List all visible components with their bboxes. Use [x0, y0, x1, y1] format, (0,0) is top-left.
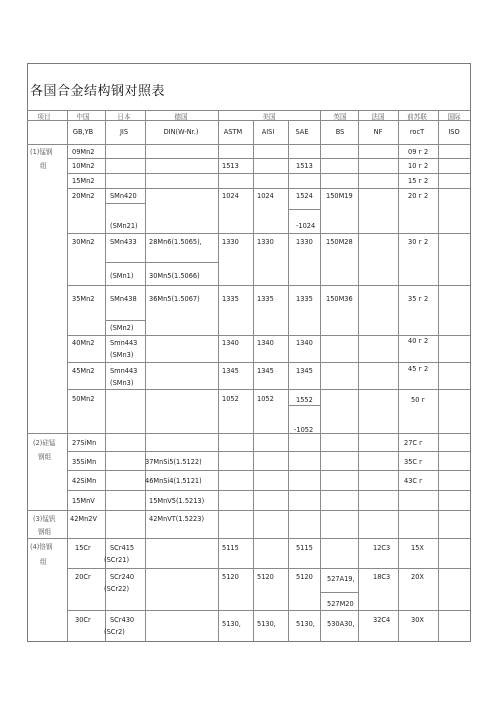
- table-cell: (SMn21): [110, 222, 138, 230]
- rule: [320, 110, 321, 642]
- table-cell: 27SiMn: [72, 439, 97, 447]
- table-cell: SMn420: [110, 192, 137, 200]
- group-mnv-label: (3)锰钒: [33, 515, 56, 523]
- rule: [145, 110, 146, 642]
- rule: [67, 285, 471, 286]
- table-cell: 42Mn2V: [70, 515, 97, 523]
- rule: [67, 362, 471, 363]
- table-cell: (SCr22): [104, 585, 130, 593]
- rule: [27, 433, 471, 434]
- rule: [67, 110, 68, 642]
- table-cell: 150M36: [326, 295, 353, 303]
- table-cell: (SMn3): [110, 351, 134, 359]
- table-cell: 30X: [411, 616, 424, 624]
- table-cell: Smn443: [110, 339, 138, 347]
- header-uk: 英国: [333, 113, 347, 121]
- rule: [67, 188, 471, 189]
- rule: [27, 110, 471, 111]
- table-cell: 5115: [222, 544, 239, 552]
- table-cell: 12C3: [373, 544, 391, 552]
- table-cell: 5120: [222, 573, 239, 581]
- table-cell: 1052: [257, 395, 274, 403]
- table-cell: -1052: [294, 426, 314, 434]
- rule: [27, 120, 471, 121]
- page-title: 各国合金结构钢对照表: [30, 84, 166, 99]
- table-cell: 37MnSi5(1.5122): [145, 458, 202, 466]
- table-cell: 1524: [296, 192, 313, 200]
- table-cell: 1330: [296, 238, 313, 246]
- table-cell: 36Mn5(1.5067): [149, 295, 200, 303]
- table-cell: 46MnSi4(1.5121): [145, 477, 202, 485]
- rule: [320, 592, 358, 593]
- rule: [67, 335, 471, 336]
- rule: [67, 173, 471, 174]
- table-cell: 1330: [257, 238, 274, 246]
- rule: [67, 233, 471, 234]
- rule: [358, 110, 359, 642]
- table-cell: 1335: [257, 295, 274, 303]
- header-jis: JIS: [119, 128, 129, 136]
- rule: [67, 568, 471, 569]
- rule: [67, 389, 471, 390]
- table-cell: 150M28: [326, 238, 353, 246]
- table-cell: 42MnVT(1.5223): [149, 515, 205, 523]
- table-cell: 30Mn2: [72, 238, 95, 246]
- table-cell: 5120: [296, 573, 313, 581]
- rule: [253, 120, 254, 642]
- table-cell: 20 г 2: [408, 192, 429, 200]
- table-cell: 1340: [257, 339, 274, 347]
- table-cell: 30Cr: [75, 616, 91, 624]
- rule: [67, 470, 471, 471]
- rule: [67, 490, 471, 491]
- table-cell: 5130,: [296, 620, 315, 628]
- table-cell: 15X: [411, 544, 424, 552]
- table-cell: 09Mn2: [72, 148, 95, 156]
- group-mn-label: (1)锰钢: [30, 148, 53, 156]
- table-cell: 09 г 2: [408, 148, 429, 156]
- table-cell: 45Mn2: [72, 367, 95, 375]
- table-cell: 10Mn2: [72, 162, 95, 170]
- header-nf: NF: [373, 128, 383, 136]
- header-china: 中国: [76, 113, 90, 121]
- table-cell: 1345: [296, 367, 313, 375]
- table-cell: 1513: [222, 162, 239, 170]
- header-aisi: AISI: [261, 128, 275, 136]
- table-cell: 15Mn2: [72, 177, 95, 185]
- header-din: DIN(W-Nr.): [163, 128, 199, 136]
- table-cell: 1552: [296, 396, 313, 404]
- table-cell: 15Cr: [75, 544, 91, 552]
- table-cell: 527A19,: [327, 575, 355, 583]
- table-cell: 1024: [257, 192, 274, 200]
- rule: [27, 538, 471, 539]
- table-cell: Smn443: [110, 367, 138, 375]
- table-cell: 35SiMn: [72, 458, 97, 466]
- table-cell: 530A30,: [327, 620, 355, 628]
- table-cell: 20X: [411, 573, 424, 581]
- table-cell: 15MnV5(1.5213): [149, 497, 205, 505]
- table-cell: 150M19: [326, 192, 353, 200]
- rule: [67, 610, 471, 611]
- table-cell: 1024: [222, 192, 239, 200]
- table-cell: 5130,: [222, 620, 241, 628]
- table-cell: 27C г: [404, 439, 423, 447]
- rule: [105, 203, 145, 204]
- rule: [105, 262, 218, 263]
- table-cell: 1340: [296, 339, 313, 347]
- rule: [67, 158, 471, 159]
- table-cell: 1345: [257, 367, 274, 375]
- group-simn-label: (2)硅锰: [33, 439, 56, 447]
- header-roct: rocT: [409, 128, 425, 136]
- group-simn-label: 钢组: [38, 453, 52, 461]
- rule: [218, 110, 219, 642]
- header-france: 法国: [371, 113, 385, 121]
- table-cell: 20Cr: [75, 573, 91, 581]
- header-ussr: 前苏联: [407, 113, 427, 121]
- table-cell: (SMn3): [110, 379, 134, 387]
- table-cell: 1340: [222, 339, 239, 347]
- table-cell: 1345: [222, 367, 239, 375]
- header-item: 项目: [37, 113, 51, 121]
- table-cell: 43C г: [404, 477, 423, 485]
- rule: [288, 405, 320, 406]
- table-cell: (SCr2): [104, 628, 125, 636]
- table-cell: 40Mn2: [72, 339, 95, 347]
- table-cell: 28Mn6(1.5065),: [149, 238, 202, 246]
- table-cell: 30Mn5(1.5066): [149, 272, 200, 280]
- rule: [27, 144, 471, 145]
- table-cell: 45 г 2: [408, 365, 429, 373]
- table-cell: 5120: [257, 573, 274, 581]
- table-cell: 35C г: [404, 458, 423, 466]
- table-cell: SMn438: [110, 295, 137, 303]
- rule: [105, 320, 145, 321]
- header-gb: GB,YB: [72, 128, 94, 136]
- table-cell: 1335: [222, 295, 239, 303]
- header-intl: 国际: [447, 113, 461, 121]
- rule: [398, 110, 399, 642]
- table-cell: 50Mn2: [72, 395, 95, 403]
- group-mn-label: 组: [40, 162, 47, 170]
- rule: [438, 110, 439, 642]
- table-cell: SMn433: [110, 238, 137, 246]
- table-cell: 10 г 2: [408, 162, 429, 170]
- table-cell: 50 г: [411, 396, 425, 404]
- header-iso: ISO: [448, 128, 460, 136]
- table-cell: -1024: [296, 222, 316, 230]
- table-cell: 527M20: [327, 600, 354, 608]
- table-cell: 35Mn2: [72, 295, 95, 303]
- group-cr-label: 组: [40, 558, 47, 566]
- table-cell: 42SiMn: [72, 477, 97, 485]
- rule: [27, 510, 471, 511]
- header-sae: SAE: [295, 128, 309, 136]
- table-cell: SCr430: [110, 616, 135, 624]
- group-mnv-label: 钢组: [38, 528, 52, 536]
- table-cell: 15 г 2: [408, 177, 429, 185]
- table-cell: 35 г 2: [408, 295, 429, 303]
- table-cell: SCr415: [110, 544, 135, 552]
- table-cell: 1513: [296, 162, 313, 170]
- rule: [67, 451, 471, 452]
- table-cell: 1335: [296, 295, 313, 303]
- table-cell: 30 г 2: [408, 238, 429, 246]
- table-cell: 5115: [296, 544, 313, 552]
- rule: [288, 120, 289, 642]
- header-astm: ASTM: [223, 128, 243, 136]
- table-cell: 40 г 2: [408, 337, 429, 345]
- table-cell: (SCr21): [104, 556, 130, 564]
- table-cell: (SMn1): [110, 272, 134, 280]
- header-usa: 美国: [262, 113, 276, 121]
- table-cell: SCr240: [110, 573, 135, 581]
- table-cell: 15MnV: [72, 497, 95, 505]
- table-cell: 5130,: [257, 620, 276, 628]
- header-germany: 德国: [174, 113, 188, 121]
- table-cell: 1330: [222, 238, 239, 246]
- table-cell: (SMn2): [110, 324, 134, 332]
- table-cell: 1052: [222, 395, 239, 403]
- header-bs: BS: [335, 128, 345, 136]
- table-cell: 18C3: [373, 573, 391, 581]
- table-cell: 32C4: [373, 616, 391, 624]
- header-japan: 日本: [117, 113, 131, 121]
- table-cell: 20Mn2: [72, 192, 95, 200]
- group-cr-label: (4)铬钢: [30, 543, 53, 551]
- rule: [288, 209, 320, 210]
